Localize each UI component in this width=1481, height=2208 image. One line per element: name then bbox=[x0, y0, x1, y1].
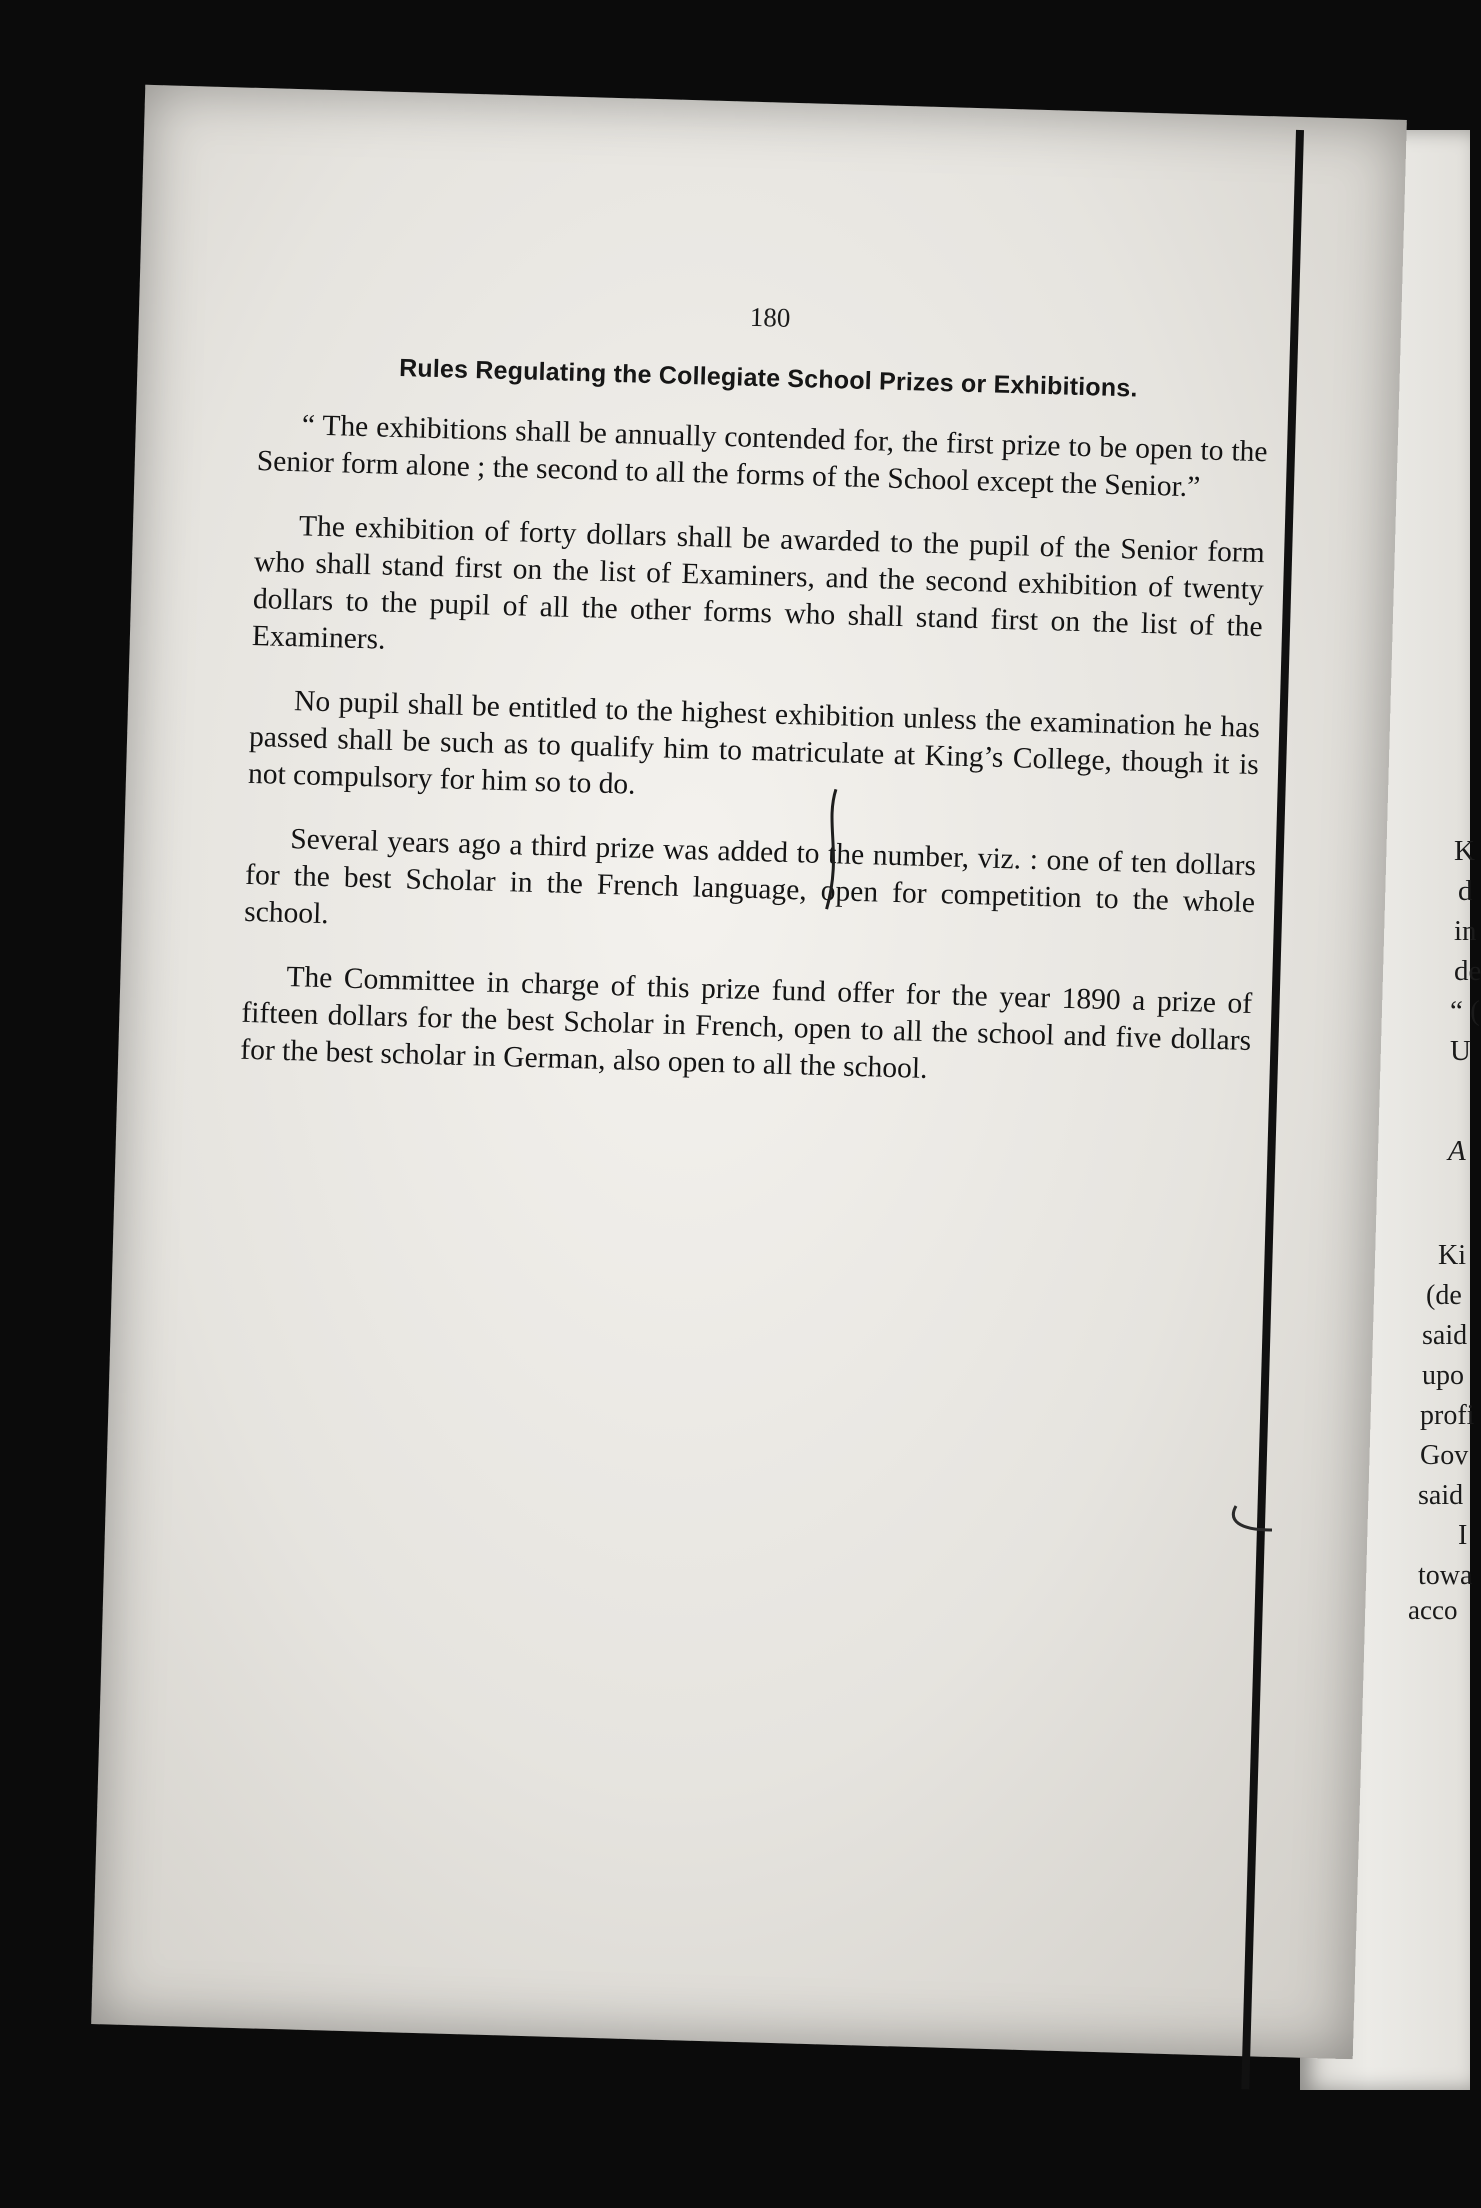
fragment: towa bbox=[1418, 1560, 1473, 1591]
paragraph-2: The exhibition of forty dollars shall be awarded to the pupil of the Senior form who shall stand first on the list of Examiners, and the second exhibition of twenty dollars to the pupil of all the other forms who shall stand first on the list of the Examiners. bbox=[251, 510, 1266, 656]
fragment: U bbox=[1450, 1035, 1471, 1067]
paragraph-4: Several years ago a third prize was added to the number, viz. : one of ten dollars for the best Scholar in the French language, open for competition to the whole school. bbox=[243, 823, 1257, 931]
paragraph-3: No pupil shall be entitled to the highest exhibition unless the examination he has passed shall be such as to qualify him to matriculate at King’s College, though it is not compulsory for him so to do. bbox=[247, 685, 1261, 801]
fragment: acco bbox=[1408, 1595, 1458, 1625]
paragraph-1: “ The exhibitions shall be annually contended for, the first prize to be open to the Senior form alone ; the second to all the forms of the School except the Senior.” bbox=[256, 409, 1268, 504]
fragment: Gov bbox=[1420, 1440, 1469, 1471]
fragment: K bbox=[1454, 835, 1475, 867]
fragment: d bbox=[1458, 875, 1473, 907]
page-number: 180 bbox=[749, 301, 791, 333]
facing-page-lower-text bbox=[1418, 1230, 1480, 1610]
facing-page-last-line bbox=[1408, 1595, 1480, 1635]
scan-mark bbox=[1228, 1500, 1278, 1540]
fragment: Ki bbox=[1438, 1240, 1466, 1271]
fragment: said bbox=[1422, 1320, 1468, 1351]
fragment: said bbox=[1418, 1480, 1464, 1511]
section-heading: Rules Regulating the Collegiate School Prizes or Exhibitions. bbox=[398, 353, 1138, 403]
fragment: upo bbox=[1422, 1360, 1464, 1391]
fragment: profi bbox=[1420, 1400, 1475, 1431]
fragment: A bbox=[1448, 1135, 1466, 1167]
document-page bbox=[91, 85, 1407, 2059]
pencil-mark bbox=[812, 784, 856, 915]
fragment: (de bbox=[1426, 1280, 1462, 1311]
fragment: de bbox=[1454, 955, 1481, 987]
facing-page-text bbox=[1418, 0, 1481, 2208]
paragraph-5: The Committee in charge of this prize fund offer for the year 1890 a prize of fifteen dollars for the best Scholar in French, open to all the school and five dollars for the best scholar in German, also open to all the school. bbox=[239, 961, 1253, 1085]
fragment: in bbox=[1454, 915, 1477, 947]
fragment: I bbox=[1458, 1520, 1468, 1551]
fragment: “ ( bbox=[1450, 995, 1480, 1027]
body-text bbox=[239, 406, 1268, 1124]
